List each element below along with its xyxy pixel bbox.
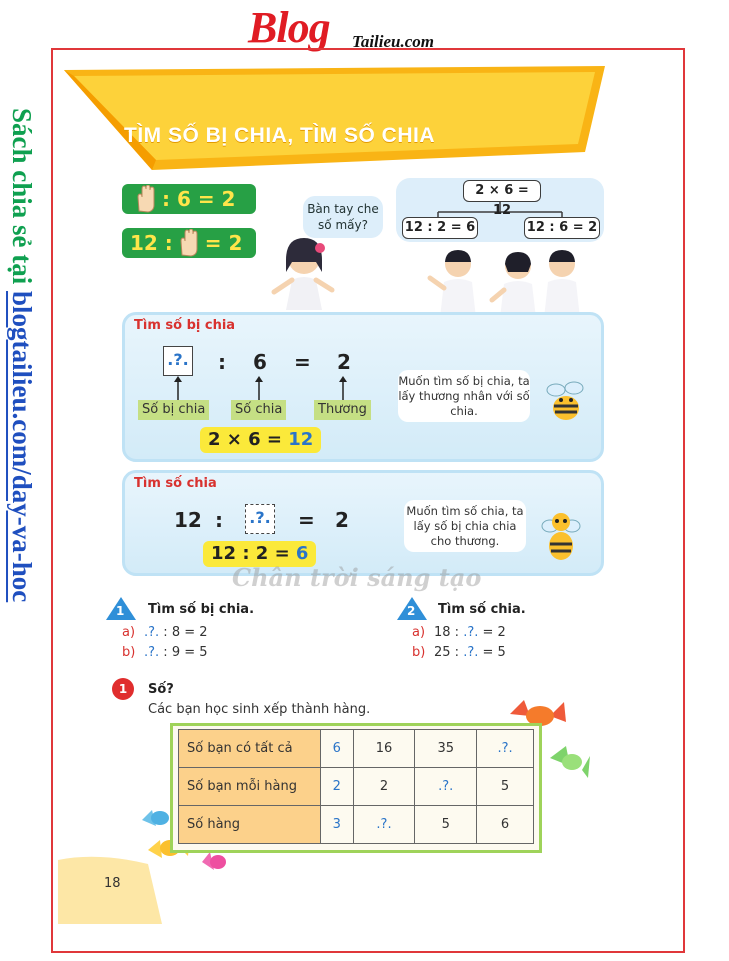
- exercise-2a-prefix: 18 :: [434, 625, 464, 640]
- boys-illustration: [426, 248, 586, 318]
- exercise-2a-letter: a): [412, 625, 426, 640]
- fact-multiplication: 2 × 6 = 12: [463, 180, 541, 202]
- page-title: TÌM SỐ BỊ CHIA, TÌM SỐ CHIA: [124, 124, 435, 147]
- exercise-1a-letter: a): [122, 625, 136, 640]
- exercise-2b-letter: b): [412, 645, 426, 660]
- label-dividend: Số bị chia: [138, 400, 209, 420]
- table-row: [179, 806, 534, 844]
- label-quotient: Thương: [314, 400, 371, 420]
- label-arrows: [150, 376, 390, 402]
- table-cell: 6: [477, 806, 534, 844]
- exercise-1b-rest: : 9 = 5: [159, 645, 208, 660]
- table-cell-unknown: .?.: [477, 730, 534, 768]
- table-cell: 2: [353, 768, 415, 806]
- exercise-1b: [122, 645, 208, 660]
- equation-1-rest: : 6 = 2: [162, 187, 236, 211]
- exercise-1a: [122, 625, 208, 640]
- exercise-2a-rest: = 2: [478, 625, 506, 640]
- table-cell: 2: [321, 768, 354, 806]
- divisor-rule-tip: Muốn tìm số chia, ta lấy số bị chia chia cho thương.: [404, 500, 526, 552]
- page-number: 18: [104, 876, 121, 891]
- exercise-2-number: 2: [407, 604, 416, 618]
- girl-illustration: [268, 232, 338, 312]
- label-divisor: Số chia: [231, 400, 286, 420]
- exercise-1a-unknown: .?.: [144, 625, 160, 640]
- row-label-per-row: Số bạn mỗi hàng: [179, 768, 321, 806]
- table-cell: 16: [353, 730, 415, 768]
- dividend-answer-value: 12: [288, 429, 314, 450]
- equals-sign: =: [294, 350, 311, 374]
- row-label-rows: Số hàng: [179, 806, 321, 844]
- exercise-2a-unknown: .?.: [463, 625, 479, 640]
- table-cell-unknown: .?.: [415, 768, 477, 806]
- dividend-rule-tip: Muốn tìm số bị chia, ta lấy thương nhân với số chia.: [398, 370, 530, 422]
- practice-title: Số?: [148, 682, 174, 697]
- table-cell: 3: [321, 806, 354, 844]
- table-row: [179, 730, 534, 768]
- section-find-divisor-title: Tìm số chia: [134, 476, 217, 491]
- hand-icon: [177, 229, 201, 257]
- exercise-2a: [412, 625, 506, 640]
- table-cell-unknown: .?.: [353, 806, 415, 844]
- exercise-1a-rest: : 8 = 2: [159, 625, 208, 640]
- student-rows-table: [178, 729, 534, 844]
- division-colon: :: [218, 350, 226, 374]
- exercise-2b-unknown: .?.: [463, 645, 479, 660]
- fact-division-left: 12 : 2 = 6: [402, 217, 478, 239]
- divisor-unknown-box: .?.: [245, 504, 275, 534]
- exercise-2b-prefix: 25 :: [434, 645, 464, 660]
- dividend-answer-expr: 2 × 6 =: [208, 429, 289, 450]
- exercise-1-number: 1: [116, 604, 125, 618]
- row-label-total: Số bạn có tất cả: [179, 730, 321, 768]
- dividend-unknown-box: .?.: [163, 346, 193, 376]
- side-watermark: [4, 108, 40, 602]
- table-cell: 5: [415, 806, 477, 844]
- exercise-2b-rest: = 5: [478, 645, 506, 660]
- section-find-dividend-title: Tìm số bị chia: [134, 318, 236, 333]
- quotient-value-2: 2: [335, 508, 349, 532]
- side-text-prefix: Sách chia sẻ tại: [7, 108, 37, 292]
- bee-icon: [540, 376, 590, 426]
- table-cell: 35: [415, 730, 477, 768]
- exercise-1b-letter: b): [122, 645, 136, 660]
- exercise-1b-unknown: .?.: [144, 645, 160, 660]
- equation-hidden-divisor: [122, 228, 256, 258]
- practice-badge: 1: [112, 678, 134, 700]
- equation-2-right: = 2: [204, 231, 243, 255]
- divisor-answer-expr: 12 : 2 =: [211, 543, 296, 564]
- practice-description: Các bạn học sinh xếp thành hàng.: [148, 702, 371, 717]
- dividend-answer: [200, 427, 321, 453]
- equation-2-left: 12 :: [130, 231, 173, 255]
- quotient-value: 2: [337, 350, 351, 374]
- divisor-answer-value: 6: [295, 543, 309, 564]
- exercise-2b: [412, 645, 506, 660]
- bee-icon: [536, 508, 586, 564]
- dividend-value: 12: [174, 508, 202, 532]
- table-cell: 6: [321, 730, 354, 768]
- hand-icon: [134, 185, 158, 213]
- table-row: [179, 768, 534, 806]
- equation-hidden-dividend: [122, 184, 256, 214]
- girl-speech-bubble: Bàn tay che số mấy?: [303, 196, 383, 238]
- publisher-watermark: Chân trời sáng tạo: [232, 563, 482, 592]
- division-colon-2: :: [215, 508, 223, 532]
- exercise-1-title: Tìm số bị chia.: [148, 602, 255, 617]
- title-banner: [60, 64, 610, 174]
- equals-sign-2: =: [298, 508, 315, 532]
- divisor-value: 6: [253, 350, 267, 374]
- exercise-2-title: Tìm số chia.: [438, 602, 526, 617]
- side-text-link[interactable]: blogtailieu.com/day-va-hoc: [7, 291, 37, 603]
- blog-logo-sub: Tailieu.com: [352, 32, 435, 51]
- fact-division-right: 12 : 6 = 2: [524, 217, 600, 239]
- table-cell: 5: [477, 768, 534, 806]
- blog-logo: Blog: [248, 3, 330, 52]
